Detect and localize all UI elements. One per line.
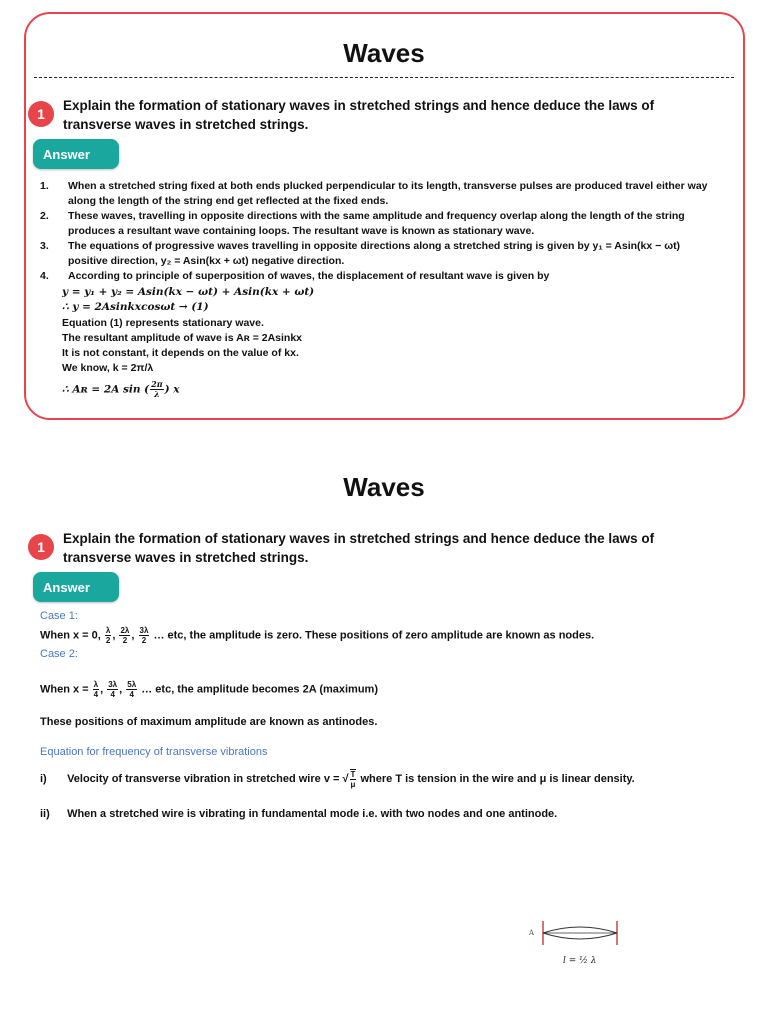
- derivation-line: We know, k = 2π/λ: [62, 362, 154, 375]
- answer-badge: Answer: [33, 139, 119, 169]
- list-number: 4.: [40, 270, 49, 282]
- fraction-denominator: 2: [141, 636, 147, 645]
- derivation-block: [62, 285, 702, 399]
- fraction-denominator: 4: [129, 690, 134, 699]
- list-item: [40, 239, 720, 269]
- fraction-numerator: λ: [93, 680, 99, 689]
- fundamental-mode-sketch: [525, 915, 645, 975]
- list-number: 3.: [40, 240, 49, 252]
- list-text: When a stretched string fixed at both ends plucked perpendicular to its length, transverse pulses are produced travel either way along the length of the string end get reflected at the fixed ends.: [68, 180, 708, 207]
- case1-label: Case 1:: [40, 610, 78, 622]
- fraction-numerator: 2λ: [120, 626, 130, 635]
- case1-text: When x = 0, $\frac{\lambda}{2}$ , $\frac{2\lambda}{2}$ , $\frac{3\lambda}{2}$ … etc, the amplitude is zero. These positions of zero amplitude are known as nodes.: [40, 626, 595, 645]
- fraction: [93, 680, 99, 699]
- list-text: The equations of progressive waves travelling in opposite directions along a stretched string is given by y₁ = Asin(kx − ωt) positive direction, y₂ = Asin(kx + ωt) negative direction.: [68, 240, 681, 267]
- fraction-denominator: μ: [350, 780, 356, 789]
- fraction: [350, 769, 357, 789]
- fraction-denominator: 2: [105, 636, 111, 645]
- answer-list: [40, 179, 720, 284]
- page-title: Waves: [343, 38, 425, 68]
- case2-text: When x = $\frac{\lambda}{4}$ , $\frac{3\lambda}{4}$ , $\frac{5\lambda}{4}$ … etc, the amplitude becomes 2A (maximum): [40, 680, 378, 699]
- list-item: [40, 179, 720, 209]
- answer-badge: Answer: [33, 572, 119, 602]
- question-number-badge: 1: [28, 534, 54, 560]
- list-item: [40, 209, 720, 239]
- list-number: 2.: [40, 210, 49, 222]
- point-i-text-continued: where T is tension in the wire and μ is linear density.: [360, 772, 635, 785]
- wave-loop-upper: [543, 927, 617, 933]
- superposition-equation: y = y₁ + y₂ = Asin(kx − ωt) + Asin(kx + ωt): [62, 286, 315, 298]
- fraction: [150, 380, 163, 399]
- point-i: [40, 769, 740, 789]
- dashed-divider: [34, 77, 734, 78]
- fraction-denominator: 4: [93, 690, 99, 699]
- amplitude-suffix: x: [173, 383, 180, 396]
- point-ii-text: When a stretched wire is vibrating in fundamental mode i.e. with two nodes and one antinode.: [67, 808, 558, 820]
- list-number: 1.: [40, 180, 49, 192]
- page-title: Waves: [343, 472, 425, 502]
- case2-label: Case 2:: [40, 648, 78, 660]
- point-ii-label: ii): [40, 808, 50, 820]
- fraction-numerator: T: [350, 770, 356, 779]
- list-text: These waves, travelling in opposite directions with the same amplitude and frequency overlap along the length of the string produces a resultant wave containing loops. The resultant wave is known as stationary wave.: [68, 210, 685, 237]
- fraction-numerator: 3λ: [108, 680, 118, 689]
- fraction-numerator: λ: [105, 626, 111, 635]
- point-ii: [40, 808, 740, 820]
- fraction-denominator: 4: [110, 690, 115, 699]
- fraction: [105, 626, 111, 645]
- list-item: [40, 269, 720, 284]
- fraction: [139, 626, 150, 645]
- wave-loop-lower: [543, 933, 617, 939]
- derivation-line: Equation (1) represents stationary wave.: [62, 316, 264, 329]
- fraction: [107, 680, 118, 699]
- equation-heading: Equation for frequency of transverse vibrations: [40, 746, 268, 758]
- amplitude-prefix: ∴ Aʀ = 2A sin: [62, 383, 141, 396]
- sketch-formula: l = ½ λ: [563, 956, 597, 966]
- sqrt-expression: √ $\frac{T}{\mu}$: [342, 770, 356, 789]
- fraction-numerator: 2π: [151, 378, 163, 389]
- stationary-wave-equation: ∴ y = 2Asinkxcosωt → (1): [62, 301, 209, 314]
- case2-suffix: … etc, the amplitude becomes 2A (maximum): [141, 683, 378, 696]
- question-number-badge: 1: [28, 101, 54, 127]
- point-i-text: Velocity of transverse vibration in stretched wire v =: [67, 772, 340, 785]
- fraction-denominator: λ: [154, 388, 160, 399]
- fraction-denominator: 2: [122, 636, 128, 645]
- fraction: [126, 680, 137, 699]
- case1-prefix: When x = 0,: [40, 629, 101, 642]
- fraction-numerator: 3λ: [139, 626, 149, 635]
- derivation-line: It is not constant, it depends on the value of kx.: [62, 347, 299, 360]
- antinodes-text: These positions of maximum amplitude are known as antinodes.: [40, 716, 378, 728]
- derivation-line: The resultant amplitude of wave is Aʀ = 2Asinkx: [62, 331, 303, 344]
- question-text: Explain the formation of stationary waves in stretched strings and hence deduce the laws of transverse waves in stretched strings.: [63, 531, 655, 565]
- case1-suffix: … etc, the amplitude is zero. These positions of zero amplitude are known as nodes.: [153, 629, 595, 642]
- list-text: According to principle of superposition of waves, the displacement of resultant wave is given by: [68, 270, 550, 282]
- point-i-label: i): [40, 772, 47, 785]
- case2-prefix: When x =: [40, 683, 89, 696]
- amplitude-equation: ∴ Aʀ = 2A sin ( $\frac{2\pi}{\lambda}$ ) x: [62, 378, 180, 399]
- sketch-label: A: [529, 929, 535, 937]
- fraction: [119, 626, 130, 645]
- fraction-numerator: 5λ: [127, 680, 137, 689]
- question-text: Explain the formation of stationary waves in stretched strings and hence deduce the laws of transverse waves in stretched strings.: [63, 98, 655, 132]
